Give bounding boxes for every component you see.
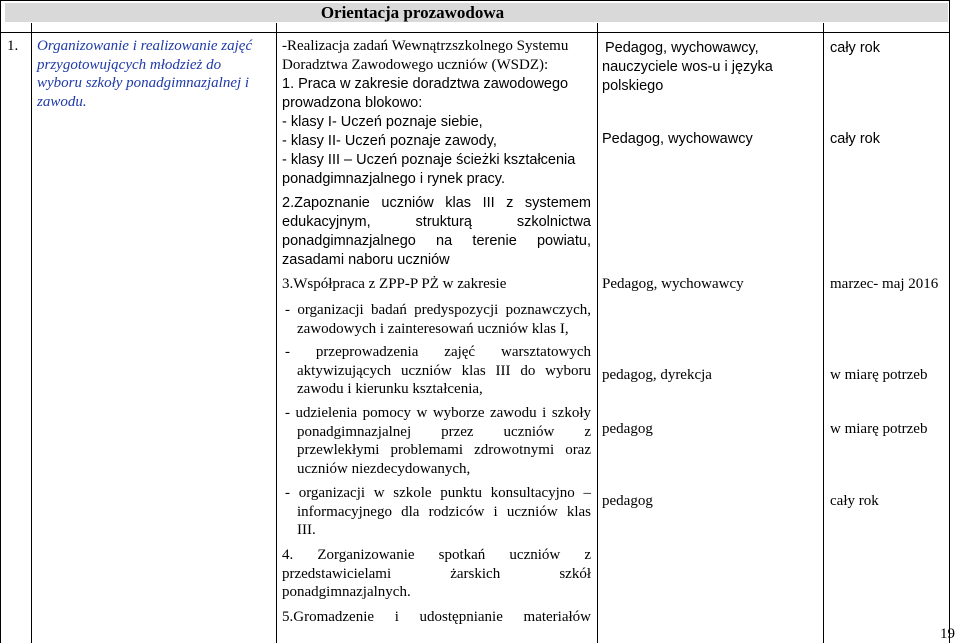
deadline-line: cały rok <box>830 493 879 509</box>
goal-line: Organizowanie i realizowanie zajęć <box>37 38 253 54</box>
row-number: 1. <box>7 38 19 54</box>
responsible-line: Pedagog, wychowawcy, <box>605 40 759 56</box>
task-1-line: ponadgimnazjalnego i rynek pracy. <box>282 171 506 187</box>
task-intro-line: Doradztwa Zawodowego uczniów (WSDZ): <box>282 56 549 73</box>
goal-line: przygotowujących młodzież do <box>37 56 222 73</box>
responsible-line: nauczyciele wos-u i języka <box>602 59 773 75</box>
task-5-line: 5.Gromadzenie i udostępnianie materiałów <box>282 609 591 625</box>
task-1-line: - klasy II- Uczeń poznaje zawody, <box>282 133 497 149</box>
task-3-bullet-4-line: - organizacji w szkole punktu konsultacyjno – <box>285 485 591 501</box>
column-divider <box>276 23 277 643</box>
responsible-line: Pedagog, wychowawcy <box>602 276 744 292</box>
table-border-right <box>949 23 950 643</box>
goal-line: zawodu. <box>37 94 87 111</box>
responsible-line: Pedagog, wychowawcy <box>602 131 753 147</box>
responsible-line: pedagog <box>602 493 653 509</box>
table-border-left <box>0 23 1 643</box>
column-divider <box>597 23 598 643</box>
task-3-bullet-1-line: zawodowych i zainteresowań uczniów klas I, <box>297 320 569 337</box>
task-1-line: - klasy I- Uczeń poznaje siebie, <box>282 114 483 130</box>
responsible-line: pedagog <box>602 421 653 437</box>
task-3-bullet-3-line: przewlekłymi problemami zdrowotnymi oraz <box>297 442 591 459</box>
task-2-line: 2.Zapoznanie uczniów klas III z systemem <box>282 195 591 211</box>
task-1-line: 1. Praca w zakresie doradztwa zawodowego <box>282 76 569 92</box>
task-3-bullet-1-line: - organizacji badań predyspozycji poznawczych, <box>285 302 591 318</box>
deadline-line: w miarę potrzeb <box>830 367 928 383</box>
task-3-line: 3.Współpraca z ZPP-P PŻ w zakresie <box>282 276 507 292</box>
page-number: 19 <box>940 626 955 642</box>
task-1-line: prowadzona blokowo: <box>282 95 423 111</box>
responsible-line: polskiego <box>602 78 664 94</box>
task-2-line: zasadami naboru uczniów <box>282 252 450 268</box>
task-4-line: 4. Zorganizowanie spotkań uczniów z <box>282 547 591 563</box>
task-intro-line: -Realizacja zadań Wewnątrzszkolnego Systemu <box>282 38 569 54</box>
deadline-line: cały rok <box>830 131 880 147</box>
task-3-bullet-4-line: III. <box>297 522 316 539</box>
column-divider <box>31 23 32 643</box>
deadline-line: marzec- maj 2016 <box>830 276 939 292</box>
task-3-bullet-3-line: uczniów niezdecydowanych, <box>297 461 471 478</box>
section-title: Orientacja prozawodowa <box>320 3 505 22</box>
responsible-line: pedagog, dyrekcja <box>602 367 712 383</box>
task-2-line: edukacyjnym, strukturą szkolnictwa <box>282 214 591 230</box>
goal-line: wyboru szkoły ponadgimnazjalnej i <box>37 75 250 92</box>
task-3-bullet-2-line: zawodu i kierunku kształcenia, <box>297 381 483 398</box>
task-1-line: - klasy III – Uczeń poznaje ścieżki kształcenia <box>282 152 576 168</box>
column-divider <box>823 23 824 643</box>
task-3-bullet-3-line: - udzielenia pomocy w wyborze zawodu i szkoły <box>285 405 591 421</box>
header-divider <box>0 32 950 33</box>
table-header <box>0 0 950 23</box>
deadline-line: w miarę potrzeb <box>830 421 928 437</box>
task-3-bullet-2-line: - przeprowadzenia zajęć warsztatowych <box>285 344 591 360</box>
task-4-line: przedstawicielami żarskich szkół <box>282 565 591 582</box>
task-4-line: ponadgimnazjalnych. <box>282 584 411 601</box>
task-2-line: ponadgimnazjalnego na terenie powiatu, <box>282 233 591 249</box>
task-3-bullet-4-line: informacyjnego dla rodziców i uczniów klas <box>297 503 591 520</box>
task-3-bullet-2-line: aktywizujących uczniów klas III do wyboru <box>297 362 591 379</box>
deadline-line: cały rok <box>830 40 880 56</box>
task-3-bullet-3-line: ponadgimnazjalnej przez uczniów z <box>297 423 591 440</box>
